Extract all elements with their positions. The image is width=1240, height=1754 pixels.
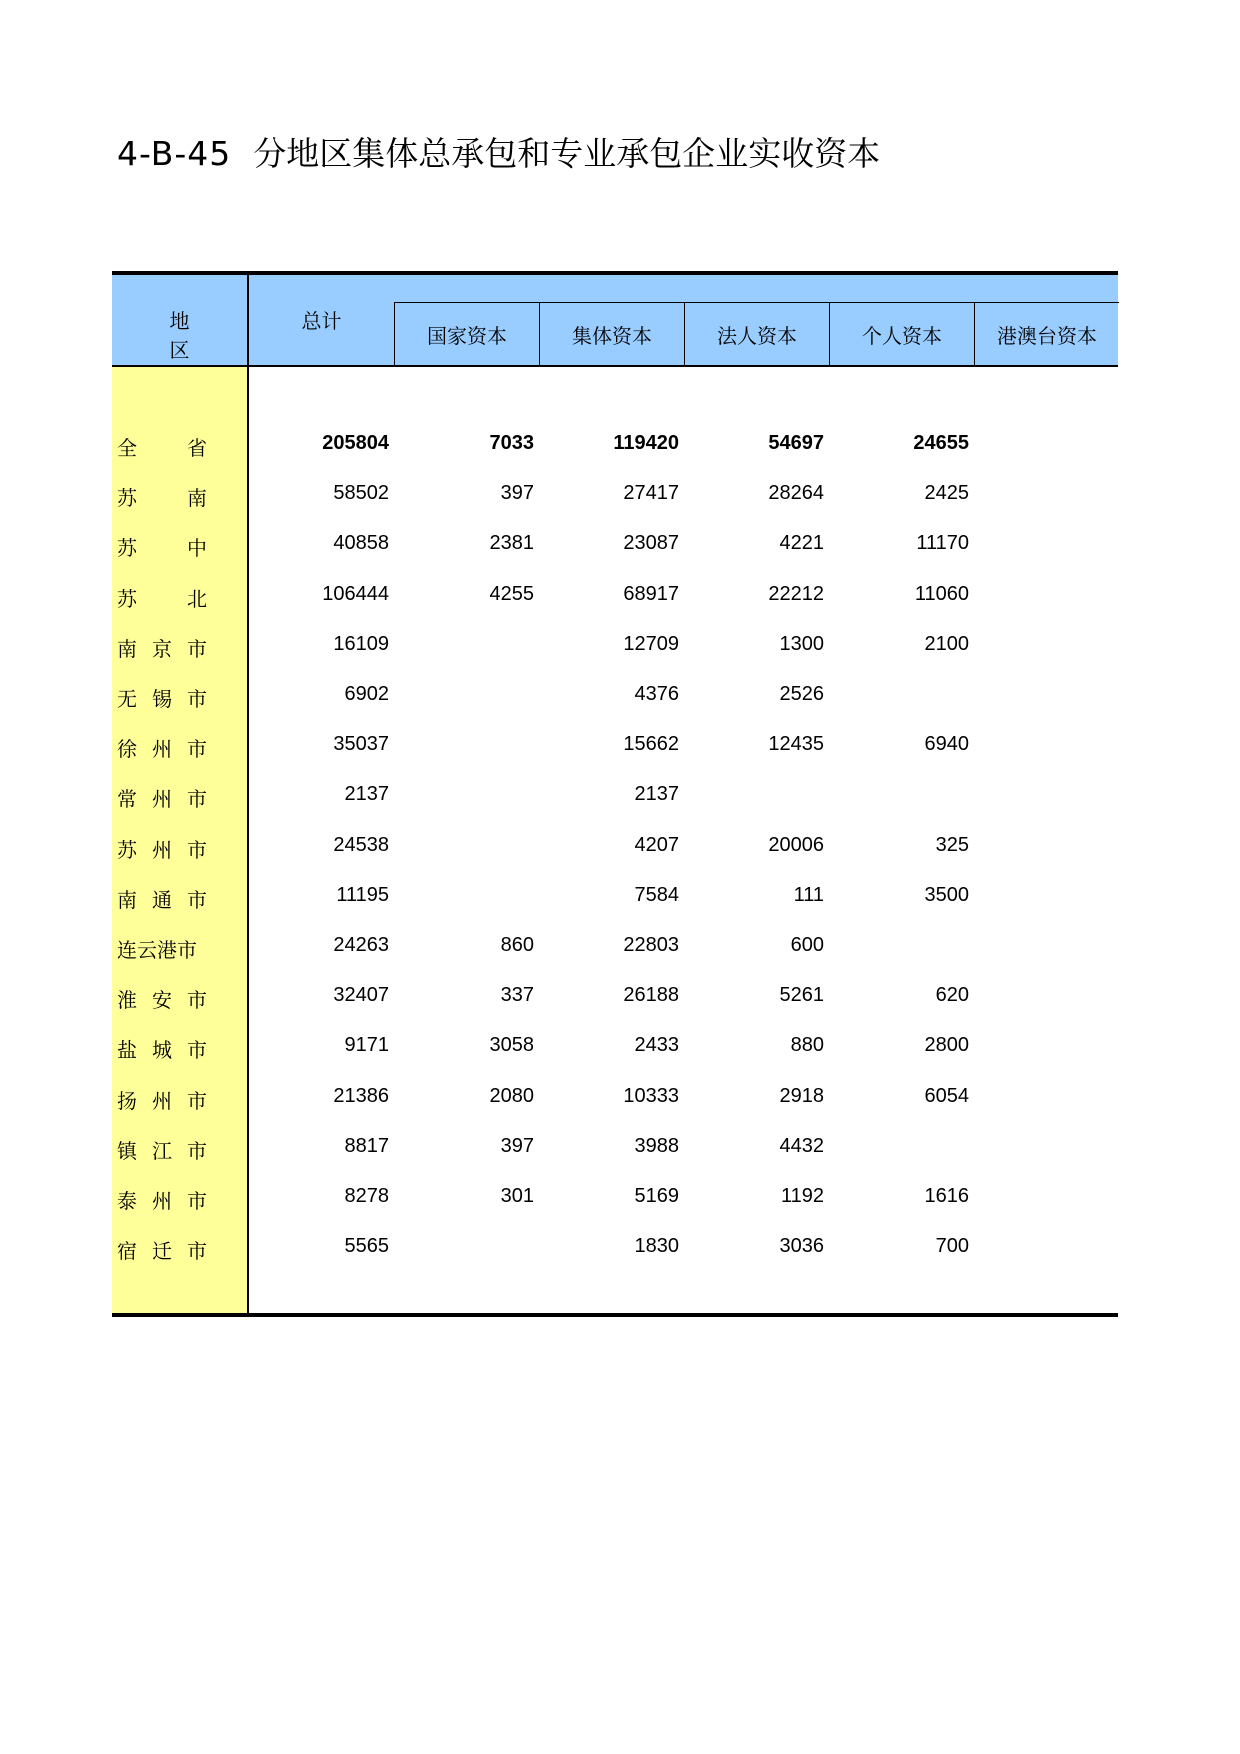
cell-total: 16109	[333, 632, 389, 655]
cell-collective: 10333	[623, 1084, 679, 1107]
header-state-capital: 国家资本	[394, 302, 539, 365]
region-name: 全 省	[117, 436, 207, 460]
cell-legal: 5261	[779, 984, 824, 1007]
cell-state: 337	[500, 984, 534, 1007]
cell-total: 11195	[336, 883, 389, 906]
cell-total: 9171	[344, 1034, 389, 1057]
cell-collective: 15662	[623, 733, 679, 756]
header-rule	[112, 365, 1118, 367]
table-row	[112, 984, 1118, 1014]
cell-collective: 2137	[634, 783, 679, 806]
cell-legal: 1300	[779, 632, 824, 655]
table-row	[112, 432, 1118, 462]
region-name: 宿 迁 市	[117, 1239, 207, 1264]
cell-total: 40858	[333, 532, 389, 555]
cell-legal: 4221	[779, 532, 824, 555]
region-name: 盐 城 市	[117, 1038, 207, 1063]
cell-legal: 880	[790, 1034, 824, 1057]
table-row	[112, 683, 1118, 713]
cell-individual: 11170	[916, 532, 969, 555]
region-name: 苏 南	[117, 486, 207, 511]
cell-total: 35037	[333, 733, 389, 756]
cell-legal: 600	[790, 934, 824, 956]
region-name: 苏 北	[117, 586, 207, 611]
cell-state: 2080	[489, 1084, 534, 1107]
cell-total: 106444	[322, 582, 389, 605]
cell-legal: 12435	[768, 733, 824, 756]
region-name: 镇 江 市	[117, 1138, 207, 1163]
cell-individual: 2425	[924, 482, 969, 505]
region-name: 苏 中	[117, 536, 207, 561]
cell-individual: 620	[935, 984, 969, 1007]
cell-total: 24263	[333, 934, 389, 956]
region-name: 苏 州 市	[117, 837, 207, 862]
cell-collective: 4207	[634, 833, 679, 856]
table-row	[112, 1135, 1118, 1165]
region-name: 无 锡 市	[117, 687, 207, 711]
cell-individual: 1616	[924, 1185, 969, 1207]
header-region: 地区	[169, 309, 226, 362]
cell-individual: 6054	[924, 1084, 969, 1107]
table-row	[112, 633, 1118, 663]
table-row	[112, 1185, 1118, 1215]
cell-individual: 700	[935, 1235, 969, 1258]
header-individual-capital: 个人资本	[829, 302, 974, 365]
cell-total: 8817	[344, 1134, 389, 1157]
table-code: 4-B-45	[117, 134, 232, 173]
cell-individual: 24655	[913, 432, 969, 454]
cell-total: 8278	[344, 1185, 389, 1207]
table-row	[112, 884, 1118, 914]
cell-collective: 23087	[623, 532, 679, 555]
table-row	[112, 532, 1118, 562]
bottom-rule	[112, 1313, 1118, 1317]
region-name: 常 州 市	[117, 787, 207, 812]
cell-collective: 68917	[623, 582, 679, 605]
region-name: 南 通 市	[117, 887, 207, 912]
cell-state: 4255	[489, 582, 534, 605]
cell-legal: 22212	[768, 582, 824, 605]
cell-legal: 111	[793, 883, 824, 906]
table-row	[112, 1034, 1118, 1064]
cell-collective: 5169	[634, 1185, 679, 1207]
table-row	[112, 934, 1118, 964]
region-name: 连云港市	[117, 938, 197, 962]
cell-individual: 3500	[924, 883, 969, 906]
cell-collective: 3988	[634, 1134, 679, 1157]
cell-legal: 1192	[780, 1185, 824, 1207]
statistics-table	[112, 271, 1118, 1317]
header-hkmt-capital: 港澳台资本	[974, 302, 1119, 365]
cell-state: 7033	[489, 432, 534, 454]
region-name: 泰 州 市	[117, 1189, 207, 1213]
cell-individual: 325	[935, 833, 969, 856]
cell-total: 2137	[344, 783, 389, 806]
region-name: 扬 州 市	[117, 1088, 207, 1113]
cell-collective: 12709	[623, 632, 679, 655]
cell-collective: 1830	[634, 1235, 679, 1258]
cell-legal: 20006	[768, 833, 824, 856]
cell-total: 205804	[322, 432, 389, 454]
cell-state: 397	[500, 1134, 534, 1157]
table-name: 分地区集体总承包和专业承包企业实收资本	[253, 134, 881, 173]
header-collective-capital: 集体资本	[539, 302, 684, 365]
cell-individual: 2100	[924, 632, 969, 655]
cell-collective: 119420	[613, 432, 679, 454]
cell-individual: 11060	[914, 582, 969, 605]
cell-state: 860	[500, 934, 534, 956]
cell-state: 3058	[489, 1034, 534, 1057]
cell-state: 301	[500, 1185, 534, 1207]
cell-legal: 3036	[779, 1235, 824, 1258]
cell-state: 2381	[489, 532, 534, 555]
cell-legal: 4432	[779, 1134, 824, 1157]
cell-collective: 7584	[634, 883, 679, 906]
region-name: 淮 安 市	[117, 988, 207, 1013]
cell-total: 32407	[333, 984, 389, 1007]
cell-legal: 2918	[779, 1084, 824, 1107]
table-row	[112, 1085, 1118, 1115]
cell-collective: 4376	[634, 683, 679, 705]
cell-collective: 27417	[623, 482, 679, 505]
region-name: 南 京 市	[117, 636, 207, 661]
cell-collective: 26188	[623, 984, 679, 1007]
table-row	[112, 733, 1118, 763]
cell-total: 58502	[333, 482, 389, 505]
header-legal-capital: 法人资本	[684, 302, 829, 365]
cell-individual: 6940	[924, 733, 969, 756]
region-name: 徐 州 市	[117, 737, 207, 762]
cell-total: 6902	[344, 683, 389, 705]
top-rule	[112, 271, 1118, 275]
table-row	[112, 834, 1118, 864]
cell-collective: 22803	[623, 934, 679, 956]
header-total: 总计	[301, 309, 342, 333]
cell-individual: 2800	[924, 1034, 969, 1057]
page-title	[117, 128, 880, 175]
cell-total: 24538	[333, 833, 389, 856]
table-row	[112, 783, 1118, 813]
table-row	[112, 583, 1118, 613]
table-row	[112, 1235, 1118, 1265]
cell-legal: 54697	[768, 432, 824, 454]
cell-total: 5565	[344, 1235, 389, 1258]
cell-state: 397	[500, 482, 534, 505]
cell-total: 21386	[333, 1084, 389, 1107]
cell-legal: 28264	[768, 482, 824, 505]
table-row	[112, 482, 1118, 512]
cell-collective: 2433	[634, 1034, 679, 1057]
cell-legal: 2526	[779, 683, 824, 705]
